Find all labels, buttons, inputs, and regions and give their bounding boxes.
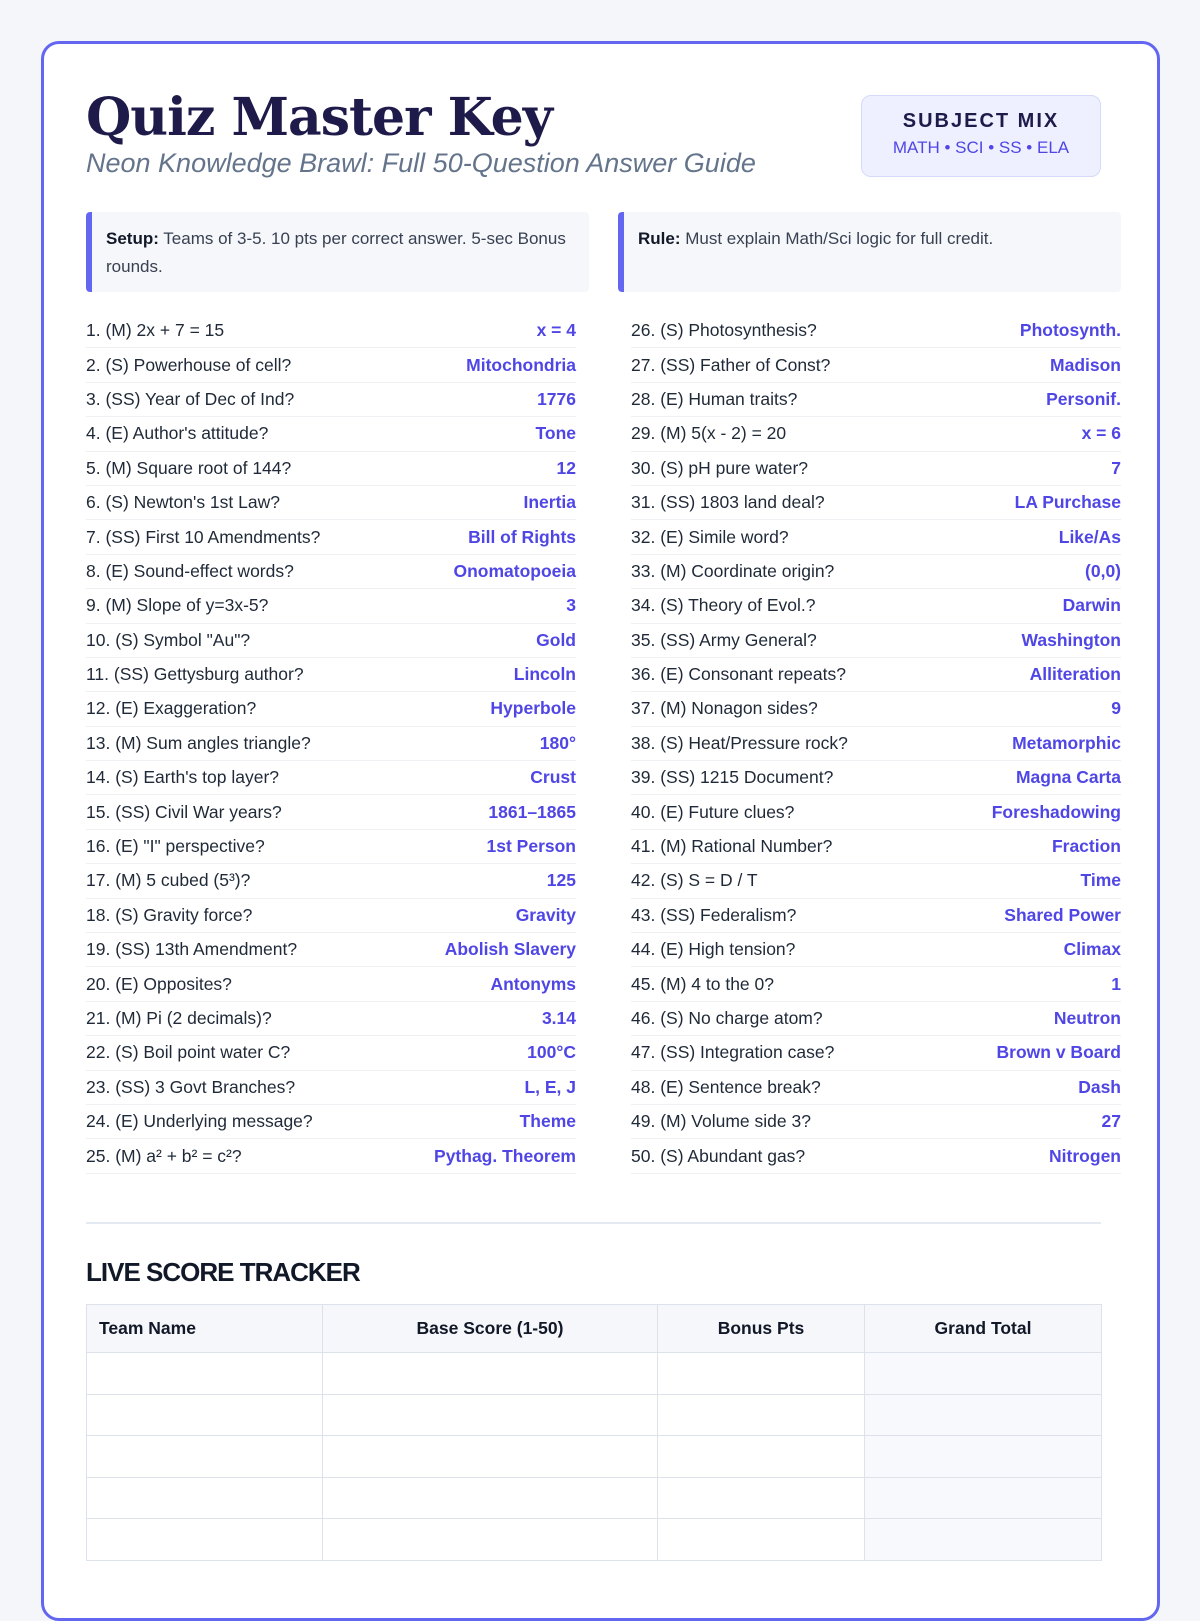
setup-note (86, 212, 589, 292)
answer-text: Metamorphic (1012, 732, 1121, 753)
question-text: 39. (SS) 1215 Document? (631, 767, 834, 788)
bonus-pts-cell[interactable] (658, 1353, 865, 1395)
answer-row (86, 520, 576, 554)
subject-mix-title: SUBJECT MIX (902, 110, 1060, 132)
page-subtitle: Neon Knowledge Brawl: Full 50-Question Answer Guide (86, 148, 756, 178)
answer-text: 3.14 (541, 1008, 576, 1028)
answer-text: Hyperbole (490, 698, 576, 719)
answer-row (86, 555, 576, 589)
question-text: 12. (E) Exaggeration? (86, 698, 257, 719)
question-text: 13. (M) Sum angles triangle? (86, 732, 311, 753)
question-text: 9. (M) Slope of y=3x-5? (86, 595, 269, 616)
answer-text: Like/As (1058, 526, 1121, 547)
answer-text: 1776 (537, 388, 576, 409)
answer-row (86, 348, 576, 382)
answer-text: Bill of Rights (468, 526, 576, 547)
answer-row (631, 486, 1121, 520)
answer-row (86, 1139, 576, 1173)
tracker-title: LIVE SCORE TRACKER (86, 1257, 360, 1287)
tracker-row (87, 1436, 1102, 1478)
question-text: 30. (S) pH pure water? (631, 457, 809, 478)
answer-row (631, 761, 1121, 795)
tracker-row (87, 1353, 1102, 1395)
answer-text: x = 6 (1081, 423, 1121, 444)
answer-row (86, 486, 576, 520)
answer-text: Personif. (1046, 388, 1121, 409)
answer-row (631, 692, 1121, 726)
answer-text: Darwin (1062, 595, 1121, 616)
answer-text: Lincoln (513, 664, 576, 685)
question-text: 37. (M) Nonagon sides? (631, 698, 818, 719)
answer-row (631, 727, 1121, 761)
question-text: 6. (S) Newton's 1st Law? (86, 492, 280, 513)
grand-total-cell[interactable] (865, 1436, 1102, 1478)
base-score-cell[interactable] (323, 1477, 658, 1519)
answer-text: 12 (556, 457, 576, 478)
answer-row (86, 933, 576, 967)
tracker-row (87, 1394, 1102, 1436)
answer-text: 125 (546, 870, 576, 891)
col-grand-total: Grand Total (865, 1305, 1102, 1353)
question-text: 28. (E) Human traits? (631, 388, 798, 409)
answer-row (86, 624, 576, 658)
answer-text: Fraction (1051, 836, 1121, 857)
answer-text: Washington (1021, 629, 1121, 650)
answer-row (631, 348, 1121, 382)
answer-key-card (41, 41, 1160, 1621)
answer-row (631, 383, 1121, 417)
question-text: 7. (SS) First 10 Amendments? (86, 526, 321, 547)
tracker-row (87, 1477, 1102, 1519)
question-text: 46. (S) No charge atom? (631, 1008, 823, 1028)
answer-text: Theme (519, 1111, 576, 1132)
question-text: 25. (M) a² + b² = c²? (86, 1145, 242, 1166)
answer-text: Photosynth. (1019, 320, 1121, 341)
answer-text: Alliteration (1029, 664, 1121, 685)
grand-total-cell[interactable] (865, 1477, 1102, 1519)
answer-row (631, 452, 1121, 486)
answer-row (631, 658, 1121, 692)
base-score-cell[interactable] (323, 1519, 658, 1561)
answer-row (631, 933, 1121, 967)
question-text: 38. (S) Heat/Pressure rock? (631, 732, 848, 753)
answer-row (86, 1071, 576, 1105)
answer-row (631, 1071, 1121, 1105)
answer-row (86, 761, 576, 795)
bonus-pts-cell[interactable] (658, 1394, 865, 1436)
answer-text: Antonyms (490, 973, 576, 994)
answer-text: Nitrogen (1049, 1145, 1121, 1166)
grand-total-cell[interactable] (865, 1394, 1102, 1436)
answer-text: 1861–1865 (488, 801, 576, 822)
bonus-pts-cell[interactable] (658, 1436, 865, 1478)
question-text: 21. (M) Pi (2 decimals)? (86, 1008, 272, 1028)
answer-row (86, 1036, 576, 1070)
question-text: 20. (E) Opposites? (86, 973, 232, 994)
bonus-pts-cell[interactable] (658, 1477, 865, 1519)
question-text: 32. (E) Simile word? (631, 526, 789, 547)
team-name-cell[interactable] (87, 1519, 323, 1561)
question-text: 19. (SS) 13th Amendment? (86, 939, 298, 960)
team-name-cell[interactable] (87, 1477, 323, 1519)
answer-text: 3 (566, 595, 576, 616)
question-text: 43. (SS) Federalism? (631, 904, 797, 925)
subject-mix-badge (861, 95, 1101, 177)
answer-row (631, 899, 1121, 933)
col-base-score: Base Score (1-50) (323, 1305, 658, 1353)
answer-row (631, 967, 1121, 1001)
question-text: 1. (M) 2x + 7 = 15 (86, 320, 225, 341)
section-divider (86, 1222, 1101, 1224)
answer-text: Magna Carta (1015, 767, 1121, 788)
rule-note (618, 212, 1121, 292)
answer-row (86, 864, 576, 898)
answer-row (631, 555, 1121, 589)
col-bonus-pts: Bonus Pts (658, 1305, 865, 1353)
question-text: 47. (SS) Integration case? (631, 1042, 835, 1063)
question-text: 33. (M) Coordinate origin? (631, 560, 835, 581)
answer-row (86, 1002, 576, 1036)
answer-column-right (631, 314, 1121, 1174)
question-text: 48. (E) Sentence break? (631, 1076, 821, 1097)
grand-total-cell[interactable] (865, 1519, 1102, 1561)
page-title: Quiz Master Key (86, 87, 552, 148)
question-text: 4. (E) Author's attitude? (86, 423, 269, 444)
answer-text: 27 (1101, 1111, 1121, 1132)
grand-total-cell[interactable] (865, 1353, 1102, 1395)
answer-row (86, 727, 576, 761)
answer-row (631, 589, 1121, 623)
answer-row (86, 589, 576, 623)
question-text: 24. (E) Underlying message? (86, 1111, 313, 1132)
answer-row (631, 1105, 1121, 1139)
answer-text: 1 (1111, 973, 1121, 994)
answer-text: 100°C (527, 1042, 576, 1063)
question-text: 36. (E) Consonant repeats? (631, 664, 846, 685)
answer-text: Time (1080, 870, 1121, 891)
answer-row (86, 899, 576, 933)
answer-text: Gold (536, 629, 576, 650)
question-text: 8. (E) Sound-effect words? (86, 560, 294, 581)
answer-text: Crust (530, 767, 576, 788)
answer-row (86, 658, 576, 692)
answer-text: 1st Person (486, 836, 576, 857)
question-text: 27. (SS) Father of Const? (631, 354, 831, 375)
question-text: 15. (SS) Civil War years? (86, 801, 282, 822)
answer-text: Inertia (523, 492, 576, 513)
answer-row (86, 1105, 576, 1139)
answer-row (631, 864, 1121, 898)
question-text: 29. (M) 5(x - 2) = 20 (631, 423, 787, 444)
answer-row (631, 314, 1121, 348)
question-text: 34. (S) Theory of Evol.? (631, 595, 816, 616)
answer-text: x = 4 (536, 320, 576, 341)
answer-text: (0,0) (1085, 560, 1121, 581)
question-text: 23. (SS) 3 Govt Branches? (86, 1076, 296, 1097)
question-text: 18. (S) Gravity force? (86, 904, 253, 925)
answer-row (631, 417, 1121, 451)
answer-text: Onomatopoeia (453, 560, 576, 581)
question-text: 35. (SS) Army General? (631, 629, 817, 650)
answer-row (631, 1002, 1121, 1036)
answer-text: Neutron (1053, 1008, 1121, 1028)
answer-text: Brown v Board (996, 1042, 1121, 1063)
answer-row (86, 417, 576, 451)
question-text: 17. (M) 5 cubed (5³)? (86, 870, 251, 891)
question-text: 50. (S) Abundant gas? (631, 1145, 806, 1166)
score-tracker-table (86, 1304, 1102, 1561)
base-score-cell[interactable] (323, 1394, 658, 1436)
bonus-pts-cell[interactable] (658, 1519, 865, 1561)
question-text: 3. (SS) Year of Dec of Ind? (86, 388, 295, 409)
question-text: 11. (SS) Gettysburg author? (86, 664, 304, 685)
tracker-row (87, 1519, 1102, 1561)
answer-row (86, 452, 576, 486)
question-text: 45. (M) 4 to the 0? (631, 973, 774, 994)
answer-row (86, 830, 576, 864)
answer-text: 180° (539, 732, 576, 753)
col-team-name: Team Name (87, 1305, 323, 1353)
answer-row (631, 1139, 1121, 1173)
answer-row (86, 795, 576, 829)
question-text: 10. (S) Symbol "Au"? (86, 629, 251, 650)
answer-row (86, 383, 576, 417)
answer-text: L, E, J (524, 1076, 576, 1097)
tracker-header-row (87, 1305, 1102, 1353)
answer-row (86, 314, 576, 348)
question-text: 40. (E) Future clues? (631, 801, 795, 822)
base-score-cell[interactable] (323, 1353, 658, 1395)
team-name-cell[interactable] (87, 1436, 323, 1478)
subject-mix-list: MATH • SCI • SS • ELA (892, 138, 1070, 157)
answer-row (86, 967, 576, 1001)
question-text: 26. (S) Photosynthesis? (631, 320, 817, 341)
notes-row (86, 212, 1101, 292)
answer-row (631, 830, 1121, 864)
base-score-cell[interactable] (323, 1436, 658, 1478)
question-text: 44. (E) High tension? (631, 939, 796, 960)
setup-label: Setup: (106, 229, 159, 248)
answer-row (631, 624, 1121, 658)
question-text: 41. (M) Rational Number? (631, 836, 833, 857)
setup-text: Teams of 3-5. 10 pts per correct answer. 5-sec Bonus rounds. (106, 229, 566, 276)
question-text: 22. (S) Boil point water C? (86, 1042, 291, 1063)
answer-text: LA Purchase (1014, 492, 1121, 513)
header (86, 87, 1101, 192)
question-text: 5. (M) Square root of 144? (86, 457, 292, 478)
answer-row (631, 1036, 1121, 1070)
answer-text: Gravity (515, 904, 576, 925)
answer-text: Climax (1063, 939, 1121, 960)
question-text: 2. (S) Powerhouse of cell? (86, 354, 292, 375)
answer-text: Pythag. Theorem (434, 1145, 576, 1166)
answer-row (631, 520, 1121, 554)
answer-text: Madison (1050, 354, 1121, 375)
answer-row (86, 692, 576, 726)
answer-column-left (86, 314, 576, 1174)
answer-text: 9 (1111, 698, 1121, 719)
answer-text: Abolish Slavery (444, 939, 576, 960)
answer-text: Mitochondria (466, 354, 576, 375)
answer-text: 7 (1111, 457, 1121, 478)
answer-text: Shared Power (1004, 904, 1121, 925)
answer-text: Dash (1078, 1076, 1121, 1097)
answer-text: Foreshadowing (991, 801, 1121, 822)
question-text: 42. (S) S = D / T (631, 870, 758, 891)
rule-label: Rule: (638, 229, 681, 248)
question-text: 49. (M) Volume side 3? (631, 1111, 811, 1132)
question-text: 16. (E) "I" perspective? (86, 836, 265, 857)
rule-text: Must explain Math/Sci logic for full credit. (680, 229, 994, 248)
answer-row (631, 795, 1121, 829)
answer-text: Tone (535, 423, 576, 444)
team-name-cell[interactable] (87, 1394, 323, 1436)
team-name-cell[interactable] (87, 1353, 323, 1395)
question-text: 31. (SS) 1803 land deal? (631, 492, 825, 513)
question-text: 14. (S) Earth's top layer? (86, 767, 280, 788)
